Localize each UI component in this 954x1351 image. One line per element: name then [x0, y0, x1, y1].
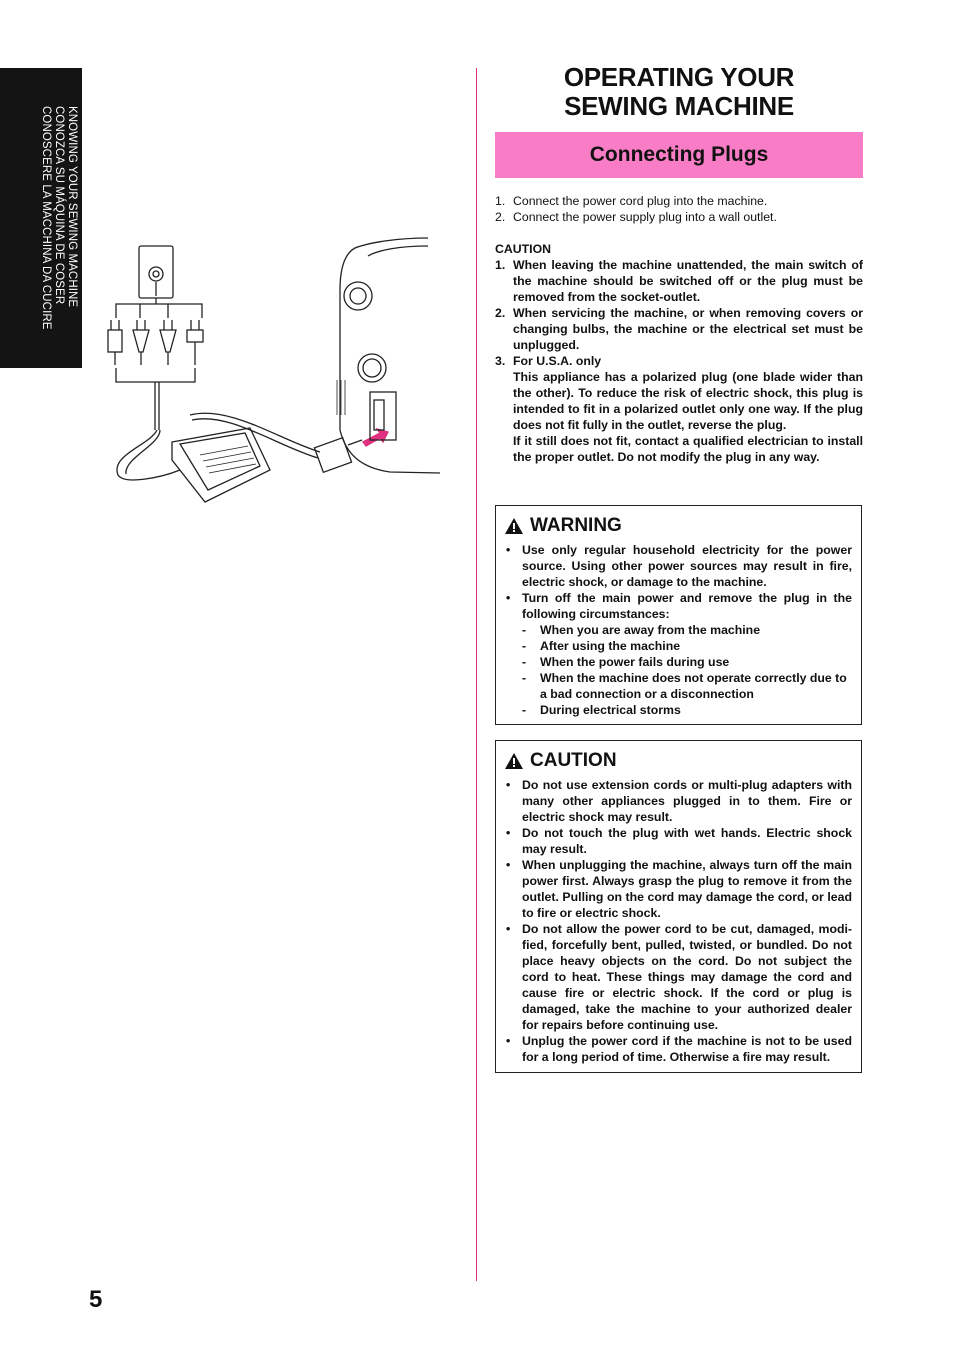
caution-item-number: 3.	[495, 354, 506, 368]
page-number: 5	[89, 1286, 103, 1313]
caution-block	[495, 241, 863, 465]
warning-sub-text: When the machine does not operate correctly due to a bad connection or a disconnection	[540, 671, 847, 701]
caution-block-heading: CAUTION	[495, 242, 552, 256]
caution-box-item-text: Do not use extension cords or multi-plug adapters with many other appliances plugged in to them. Fire or electric shock may result.	[522, 778, 852, 824]
section-heading: Connecting Plugs	[589, 143, 769, 166]
step-number: 2.	[495, 210, 506, 224]
warning-sub-item: - During electrical storms	[522, 703, 681, 717]
warning-item	[504, 590, 852, 718]
warning-sub-text: After using the machine	[540, 639, 681, 653]
caution-box-item: • Do not allow the power cord to be cut, damaged, modi-fied, forcefully bent, pulled, twisted, or bundled. Do not place heavy objects on the cord. Do not subject the cord to heat. These things may damage the cord and cause fire or electric shock. If the cord or plug is damaged, take the machine to your authorized dealer for repairs before continuing use.	[506, 922, 852, 1032]
section-heading-banner	[495, 132, 863, 178]
caution-box-item-text: Do not touch the plug with wet hands. Electric shock may result.	[522, 826, 852, 856]
caution-box-item-text: When unplugging the machine, always turn off the main power first. Always grasp the plug to remove it from the outlet. Pulling on the cord may damage the cord, or lead to fire or electric shock.	[522, 858, 852, 920]
plug-connection-illustration	[100, 230, 450, 520]
connection-steps	[495, 193, 863, 225]
caution-box-item: • Do not use extension cords or multi-plug adapters with many other appliances plugged in to them. Fire or electric shock may result.	[506, 778, 852, 824]
step-text: Connect the power cord plug into the machine.	[513, 194, 768, 208]
warning-item-text: Turn off the main power and remove the plug in the following circumstances:	[522, 591, 852, 621]
page-title-line2: SEWING MACHINE	[564, 91, 794, 121]
caution-box-item: • When unplugging the machine, always turn off the main power first. Always grasp the plug to remove it from the outlet. Pulling on the cord may damage the cord, or lead to fire or electric shock.	[506, 858, 852, 920]
warning-list	[504, 542, 852, 718]
step-text: Connect the power supply plug into a wall outlet.	[513, 210, 777, 224]
warning-triangle-icon	[504, 752, 524, 770]
caution-box-list	[504, 777, 852, 1065]
caution-item	[495, 353, 863, 465]
warning-sub-item: - After using the machine	[522, 639, 681, 653]
caution-box	[495, 740, 862, 1073]
side-tab-text	[39, 106, 78, 330]
side-tab-line-en: KNOWING YOUR SEWING MACHINE	[66, 106, 78, 308]
side-tab	[0, 68, 82, 368]
caution-item-para: This appliance has a polarized plug (one blade wider than the other). To reduce the risk of electric shock, this plug is intended to fit in a polarized outlet only one way. If the plug does not fit fully in the outlet, reverse the plug.	[513, 370, 863, 432]
step-item	[495, 209, 863, 225]
warning-sub-list	[522, 622, 852, 718]
caution-box-item-text: Unplug the power cord if the machine is not to be used for a long period of time. Otherwise a fire may result.	[522, 1034, 852, 1064]
warning-item-text: Use only regular household electricity for the power source. Using other power sources may result in fire, electric shock, or damage to the machine.	[522, 543, 852, 589]
caution-box-item: • Unplug the power cord if the machine is not to be used for a long period of time. Otherwise a fire may result.	[506, 1034, 852, 1064]
caution-item-number: 2.	[495, 306, 506, 320]
warning-sub-item: - When you are away from the machine	[522, 623, 761, 637]
caution-item-para: If it still does not fit, contact a qualified electrician to install the proper outlet. Do not modify the plug in any way.	[513, 434, 863, 464]
page-title	[495, 63, 863, 121]
caution-item-text: For U.S.A. only	[513, 354, 602, 368]
caution-item-text: When servicing the machine, or when removing covers or changing bulbs, the machine or the electrical set must be unplugged.	[513, 306, 863, 352]
page-title-line1: OPERATING YOUR	[563, 62, 795, 92]
warning-item-body	[522, 590, 852, 718]
warning-title-text: WARNING	[530, 515, 622, 536]
bullet: •	[506, 543, 511, 557]
caution-list	[495, 257, 863, 465]
warning-sub-text: When you are away from the machine	[540, 623, 761, 637]
bullet: •	[506, 591, 511, 605]
caution-box-item: • Do not touch the plug with wet hands. Electric shock may result.	[506, 826, 852, 856]
step-number: 1.	[495, 194, 506, 208]
warning-box	[495, 505, 862, 725]
step-item	[495, 193, 863, 209]
warning-sub-text: During electrical storms	[540, 703, 681, 717]
caution-box-item-text: Do not allow the power cord to be cut, damaged, modi-fied, forcefully bent, pulled, twisted, or bundled. Do not place heavy objects on the cord. Do not subject the cord to heat. These things may damage the cord and cause fire or electric shock. If the cord or plug is damaged, take the machine to your authorized dealer for repairs before continuing use.	[522, 922, 852, 1032]
caution-item-text: When leaving the machine unattended, the main switch of the machine should be switched off or the plug must be removed from the socket-outlet.	[513, 258, 863, 304]
column-divider	[476, 68, 477, 1281]
caution-item	[495, 305, 863, 353]
warning-triangle-icon	[504, 517, 524, 535]
warning-item	[504, 542, 852, 590]
caution-title-text: CAUTION	[530, 750, 617, 771]
caution-item-body	[513, 353, 863, 465]
side-tab-line-es: CONOZCA SU MÁQUINA DE COSER	[53, 106, 65, 305]
caution-item-number: 1.	[495, 258, 506, 272]
warning-title	[504, 514, 852, 538]
warning-sub-text: When the power fails during use	[540, 655, 730, 669]
caution-item	[495, 257, 863, 305]
side-tab-line-it: CONOSCERE LA MACCHINA DA CUCIRE	[40, 106, 52, 330]
caution-title	[504, 749, 852, 773]
warning-sub-item: - When the power fails during use	[522, 655, 730, 669]
warning-sub-item: - When the machine does not operate correctly due to a bad connection or a disconnection	[522, 670, 852, 702]
